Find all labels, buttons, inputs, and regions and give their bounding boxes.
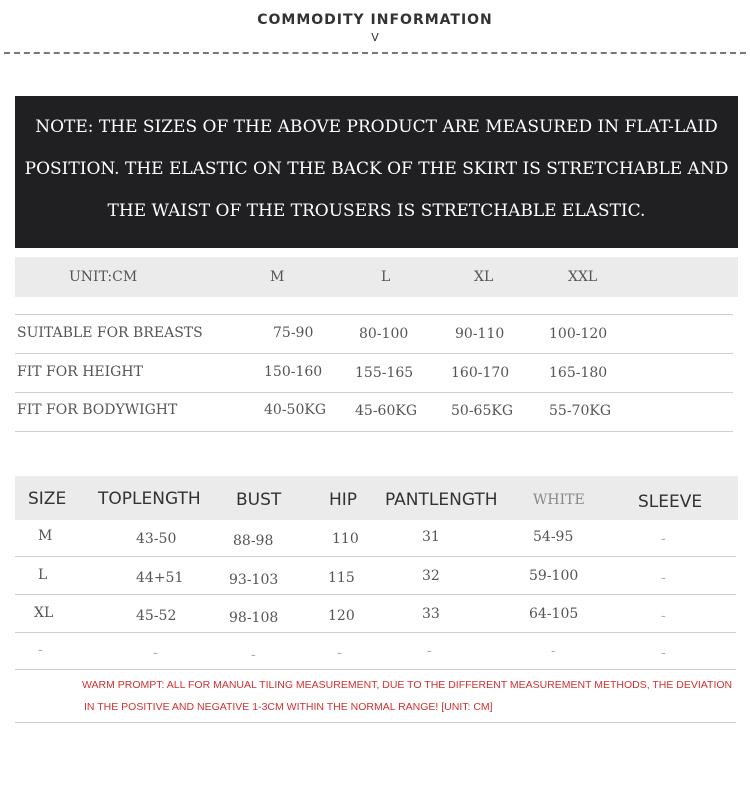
table-cell: 54-95 [533,529,574,545]
table-cell: 50-65KG [451,403,514,419]
table-cell: 155-165 [355,365,414,381]
row-divider [15,556,736,557]
col-header-hip: HIP [329,490,358,510]
table-cell: 150-160 [264,364,323,380]
table-cell: 33 [422,606,440,622]
table-cell: 44+51 [136,570,184,586]
table-cell: 165-180 [549,365,608,381]
table-cell: 93-103 [229,572,279,588]
table-cell: 120 [328,608,355,624]
size-header-l: L [381,269,391,285]
table-cell: 32 [422,568,440,584]
row-divider [15,632,736,633]
col-header-white: WHITE [533,492,585,508]
row-divider [15,722,736,723]
row-divider [15,353,733,354]
row-divider [15,669,736,670]
table-cell: 88-98 [233,533,274,549]
table-cell: 55-70KG [549,403,612,419]
table-cell: 45-52 [136,608,177,624]
table-cell: - [337,645,342,661]
table-cell: - [38,642,43,658]
table-cell: 75-90 [273,325,314,341]
table-cell: 43-50 [136,531,177,547]
table-cell: - [661,645,666,661]
note-line: POSITION. THE ELASTIC ON THE BACK OF THE SKIRT IS STRETCHABLE AND [24,159,729,179]
table-cell: - [551,643,556,659]
warm-prompt-line: WARM PROMPT: ALL FOR MANUAL TILING MEASUREMENT, DUE TO THE DIFFERENT MEASUREMENT METHODS, THE DEVIATION [82,679,733,691]
page-title: COMMODITY INFORMATION [257,12,493,28]
table-cell: 80-100 [359,326,409,342]
dashed-divider [4,52,746,54]
table-cell: - [153,645,158,661]
col-header-bust: BUST [236,490,282,510]
row-divider [15,392,733,393]
table-cell: 160-170 [451,365,510,381]
size-header-m: M [270,269,285,285]
table-cell: XL [34,605,54,621]
table-cell: - [427,643,432,659]
col-header-size: SIZE [28,489,67,509]
table-cell: 90-110 [455,326,505,342]
table-cell: - [661,531,666,547]
chevron-down-icon: V [371,31,379,44]
row-divider [15,314,733,315]
table-cell: - [251,647,256,663]
table-cell: M [38,528,53,544]
table-cell: 100-120 [549,326,608,342]
table-cell: 98-108 [229,610,279,626]
unit-label: UNIT:CM [69,269,138,285]
row-label-bodyweight: FIT FOR BODYWIGHT [17,402,178,418]
col-header-toplength: TOPLENGTH [98,489,201,509]
size-header-xl: XL [474,269,494,285]
note-line: NOTE: THE SIZES OF THE ABOVE PRODUCT ARE MEASURED IN FLAT-LAID [35,117,718,137]
table-cell: 31 [422,529,440,545]
table-cell: - [661,608,666,624]
table-cell: 59-100 [529,568,579,584]
size-header-xxl: XXL [568,269,598,285]
table-cell: - [661,570,666,586]
table-cell: 45-60KG [355,403,418,419]
row-label-breasts: SUITABLE FOR BREASTS [17,325,203,341]
row-divider [15,594,736,595]
table-cell: 110 [332,531,359,547]
col-header-pantlength: PANTLENGTH [385,490,498,510]
table-cell: 115 [328,570,355,586]
note-line: THE WAIST OF THE TROUSERS IS STRETCHABLE ELASTIC. [107,201,646,221]
warm-prompt-line: IN THE POSITIVE AND NEGATIVE 1-3CM WITHIN THE NORMAL RANGE! [UNIT: CM] [84,701,493,713]
col-header-sleeve: SLEEVE [638,492,703,512]
table-cell: 40-50KG [264,402,327,418]
row-divider [15,431,733,432]
table-cell: L [38,567,48,583]
note-box [15,96,738,248]
row-label-height: FIT FOR HEIGHT [17,364,143,380]
table-cell: 64-105 [529,606,579,622]
